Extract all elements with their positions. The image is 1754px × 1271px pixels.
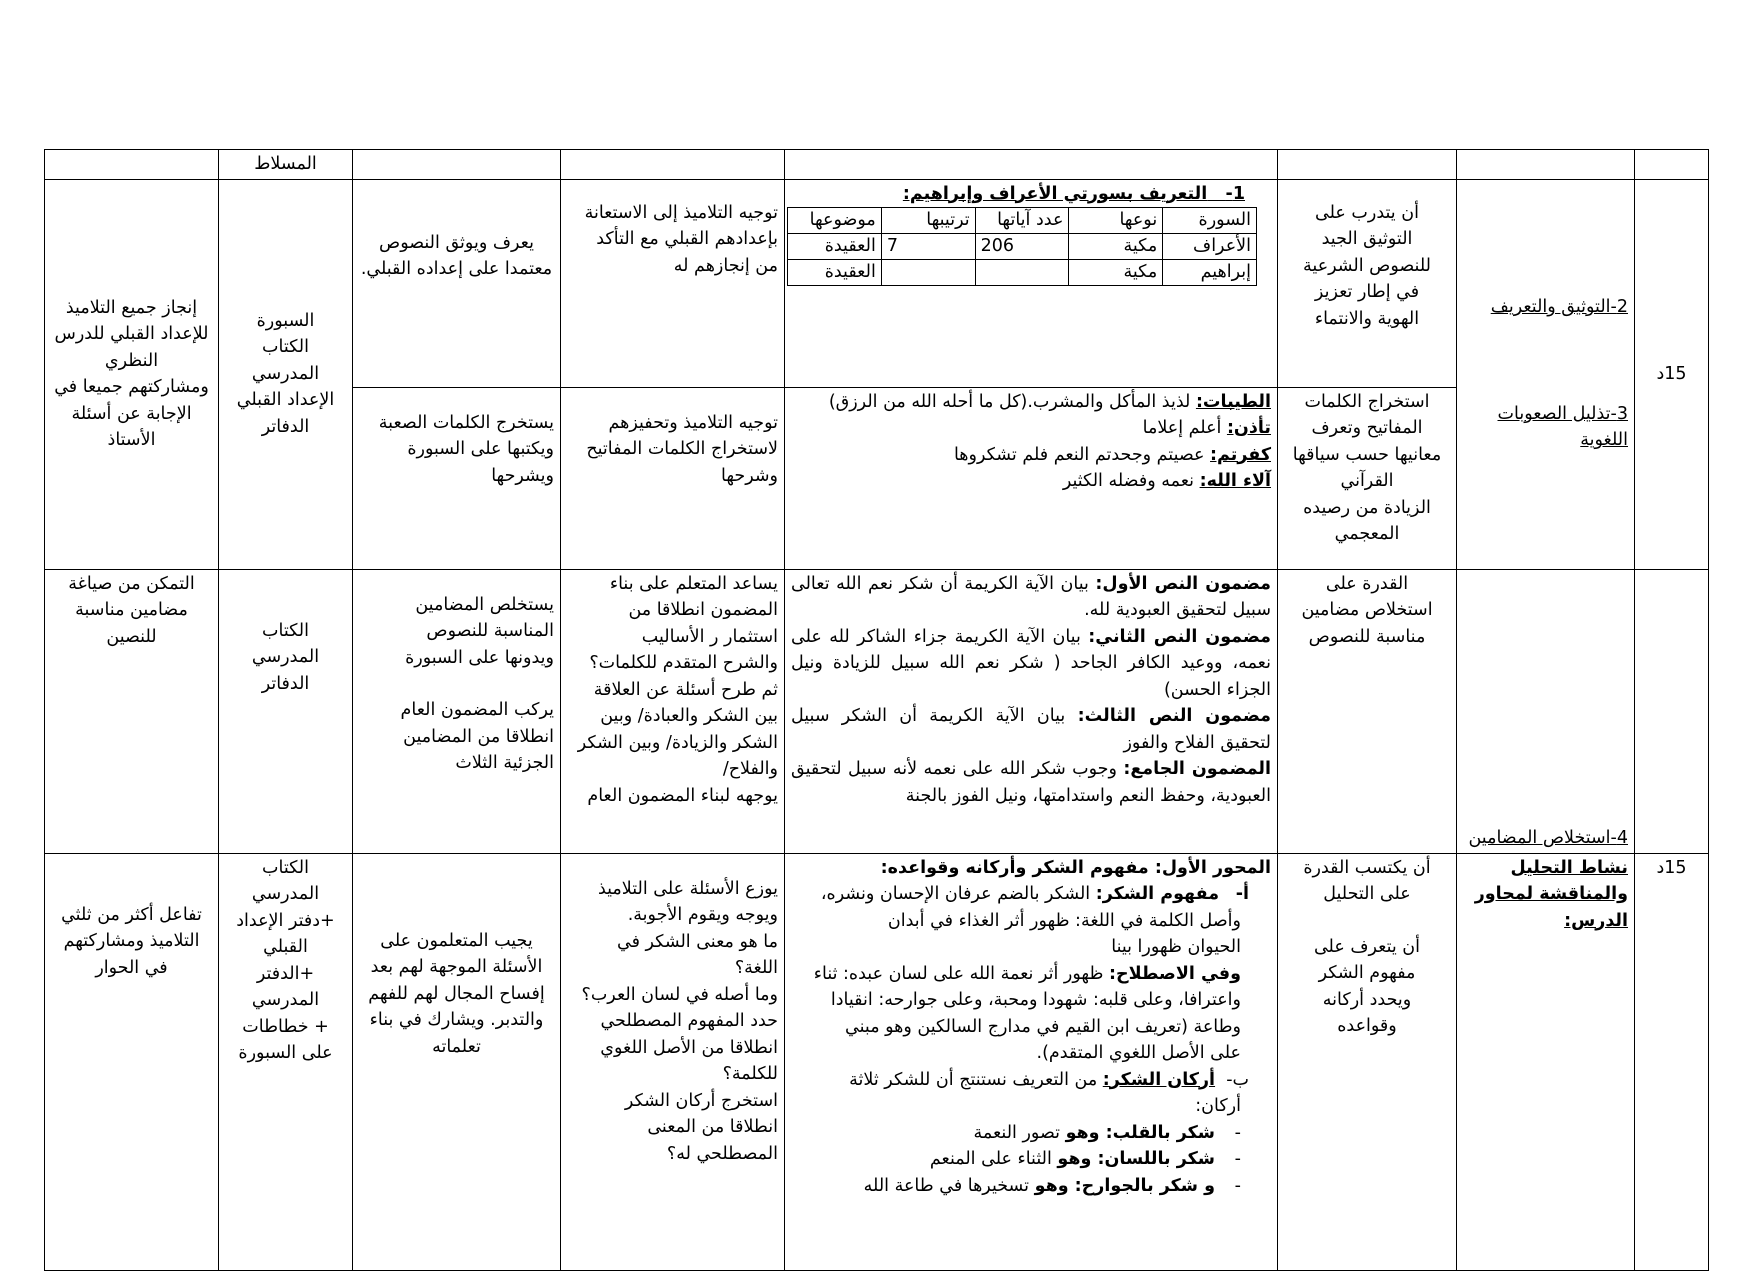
materials-cell: السبورة الكتاب المدرسي الإعداد القبلي الدفاتر (219, 179, 353, 569)
table-cell: إبراهيم (1163, 260, 1257, 286)
student-cell: يستخلص المضامين المناسبة للنصوص ويدونها على السبورة يركب المضمون العام انطلاقا من المضامين الجزئية الثلاث (353, 569, 561, 853)
section-heading: 1- التعريف بسورتي الأعراف وإبراهيم: (902, 183, 1245, 204)
table-cell: مكية (1069, 260, 1163, 286)
table-row-sura-intro (45, 179, 1709, 387)
stage-title: 4-استخلاص المضامين (1468, 828, 1628, 848)
axis-title: المحور الأول: مفهوم الشكر وأركانه وقواعده: (880, 857, 1271, 878)
content-item: مضمون النص الثالث: بيان الآية الكريمة أن الشكر سبيل لتحقيق الفلاح والفوز (791, 706, 1271, 753)
objective-cell: استخراج الكلمات المفاتيح وتعرف معانيها حسب سياقها القرآني الزيادة من رصيده المعجمي (1278, 387, 1457, 569)
student-cell: يعرف ويوثق النصوص معتمدا على إعداده القبلي. (353, 179, 561, 387)
teacher-cell (561, 150, 785, 180)
stage-cell (1457, 179, 1635, 569)
content-cell (785, 569, 1278, 853)
content-cell (785, 179, 1278, 387)
table-cell: الأعراف (1163, 234, 1257, 260)
table-header: عدد آياتها (975, 208, 1069, 234)
content-item: مضمون النص الثاني: بيان الآية الكريمة جزاء الشاكر لله على نعمه، ووعيد الكافر الجاحد ( شكر نعم الله سبيل للزيادة ونيل الجزاء الحسن) (791, 626, 1271, 700)
materials-cell: الكتاب المدرسي +دفتر الإعداد القبلي +الدفتر المدرسي + خطاطات على السبورة (219, 853, 353, 1270)
teacher-cell: توجيه التلاميذ إلى الاستعانة بإعدادهم القبلي مع التأكد من إنجازهم له (561, 179, 785, 387)
stage-cell (1457, 150, 1635, 180)
table-cell: العقيدة (788, 234, 882, 260)
time-cell (1635, 569, 1709, 853)
table-row (788, 260, 1257, 286)
student-cell: يجيب المتعلمون على الأسئلة الموجهة لهم بعد إفساح المجال لهم للفهم والتدبر. ويشارك في بناء تعلماته (353, 853, 561, 1270)
table-header: السورة (1163, 208, 1257, 234)
vocab-item: كفرتم: عصيتم وجحدتم النعم فلم تشكروها (953, 444, 1271, 465)
objective-cell: القدرة على استخلاص مضامين مناسبة للنصوص (1278, 569, 1457, 853)
stage-title: 2-التوثيق والتعريف (1490, 297, 1628, 318)
table-header: نوعها (1069, 208, 1163, 234)
teacher-cell: توجيه التلاميذ وتحفيزهم لاستخراج الكلمات المفاتيح وشرحها (561, 387, 785, 569)
table-cell: العقيدة (788, 260, 882, 286)
list-item: -شكر باللسان: وهو الثناء على المنعم (929, 1149, 1241, 1169)
stage-cell: نشاط التحليل والمناقشة لمحاور الدرس: (1457, 853, 1635, 1270)
evaluation-cell (45, 150, 219, 180)
table-cell (975, 260, 1069, 286)
materials-cell: الكتاب المدرسي الدفاتر (219, 569, 353, 853)
time-cell (1635, 150, 1709, 180)
materials-cell: المسلاط (219, 150, 353, 180)
table-row-top (45, 150, 1709, 180)
stage-title: 3-تذليل الصعوبات اللغوية (1497, 403, 1628, 451)
table-row (788, 234, 1257, 260)
table-header: ترتيبها (881, 208, 975, 234)
table-header-row (788, 208, 1257, 234)
table-cell: مكية (1069, 234, 1163, 260)
objective-cell: أن يكتسب القدرة على التحليل أن يتعرف على مفهوم الشكر ويحدد أركانه وقواعده (1278, 853, 1457, 1270)
teacher-cell: يساعد المتعلم على بناء المضمون انطلاقا من استثمار ر الأساليب والشرح المتقدم للكلمات؟ ثم طرح أسئلة عن العلاقة بين الشكر والعبادة/ وبين الشكر والزيادة/ وبين الشكر والفلاح/ يوجهه لبناء المضمون العام (561, 569, 785, 853)
definition-item: وفي الاصطلاح: ظهور أثر نعمة الله على لسان عبده: ثناء (813, 963, 1241, 984)
objective-cell: أن يتدرب على التوثيق الجيد للنصوص الشرعية في إطار تعزيز الهوية والانتماء (1278, 179, 1457, 387)
content-cell: المحور الأول: مفهوم الشكر وأركانه وقواعده: أ- مفهوم الشكر: الشكر بالضم عرفان الإحسان ونشره، وأصل الكلمة في اللغة: ظهور أثر الغذاء في أبدان الحيوان ظهورا بينا وفي الاصطلاح: ظهور أثر نعمة الله على لسان عبده: ثناء واعترافا، وعلى قلبه: شهودا ومحبة، وعلى جوارحه: انقيادا وطاعة (تعريف ابن القيم في مدارج السالكين وهو مبني على الأصل اللغوي المتقدم). ب- أركان الشكر: من التعريف نستنتج أن للشكر ثلاثة أركان: -شكر بالقلب: وهو تصور النعمة -شكر باللسان: وهو الثناء على المنعم -و شكر بالجوارح: وهو تسخيرها في طاعة الله (785, 853, 1278, 1270)
student-cell (353, 150, 561, 180)
list-item: -شكر بالقلب: وهو تصور النعمة (973, 1122, 1241, 1143)
vocab-item: آلاء الله: نعمه وفضله الكثير (1062, 471, 1271, 491)
evaluation-cell: إنجاز جميع التلاميذ للإعداد القبلي للدرس النظري ومشاركتهم جميعا في الإجابة عن أسئلة الأستاذ (45, 179, 219, 569)
table-header: موضوعها (788, 208, 882, 234)
time-cell: 15د (1635, 853, 1709, 1270)
vocab-item: الطيبات: لذيذ المأكل والمشرب.(كل ما أحله الله من الرزق) (828, 391, 1271, 412)
table-cell: 7 (881, 234, 975, 260)
table-row-contents (45, 569, 1709, 853)
teacher-cell: يوزع الأسئلة على التلاميذ ويوجه ويقوم الأجوبة. ما هو معنى الشكر في اللغة؟ وما أصله في لسان العرب؟ حدد المفهوم المصطلحي انطلاقا من الأصل اللغوي للكلمة؟ استخرج أركان الشكر انطلاقا من المعنى المصطلحي له؟ (561, 853, 785, 1270)
evaluation-cell: التمكن من صياغة مضامين مناسبة للنصين (45, 569, 219, 853)
lesson-plan-table (44, 149, 1709, 1271)
table-cell: 206 (975, 234, 1069, 260)
evaluation-cell: تفاعل أكثر من ثلثي التلاميذ ومشاركتهم في الحوار (45, 853, 219, 1270)
content-cell (785, 387, 1278, 569)
content-item: المضمون الجامع: وجوب شكر الله على نعمه لأنه سبيل لتحقيق العبودية، وحفظ النعم واستدامتها، ونيل الفوز بالجنة (791, 759, 1272, 806)
table-row-analysis (45, 853, 1709, 1270)
sura-info-table (787, 207, 1257, 286)
student-cell: يستخرج الكلمات الصعبة ويكتبها على السبورة ويشرحها (353, 387, 561, 569)
time-cell: 15د (1635, 179, 1709, 569)
stage-cell (1457, 569, 1635, 853)
table-cell (881, 260, 975, 286)
definition-item: أ- مفهوم الشكر: الشكر بالضم عرفان الإحسان ونشره، (820, 884, 1249, 904)
vocab-item: تأذن: أعلم إعلاما (1142, 418, 1271, 438)
objective-cell (1278, 150, 1457, 180)
pillars-item: ب- أركان الشكر: من التعريف نستنتج أن للشكر ثلاثة (849, 1069, 1249, 1090)
pillars-list (791, 1120, 1271, 1200)
content-cell (785, 150, 1278, 180)
content-item: مضمون النص الأول: بيان الآية الكريمة أن شكر نعم الله تعالى سبيل لتحقيق العبودية لله. (791, 573, 1271, 620)
list-item: -و شكر بالجوارح: وهو تسخيرها في طاعة الله (863, 1175, 1241, 1196)
